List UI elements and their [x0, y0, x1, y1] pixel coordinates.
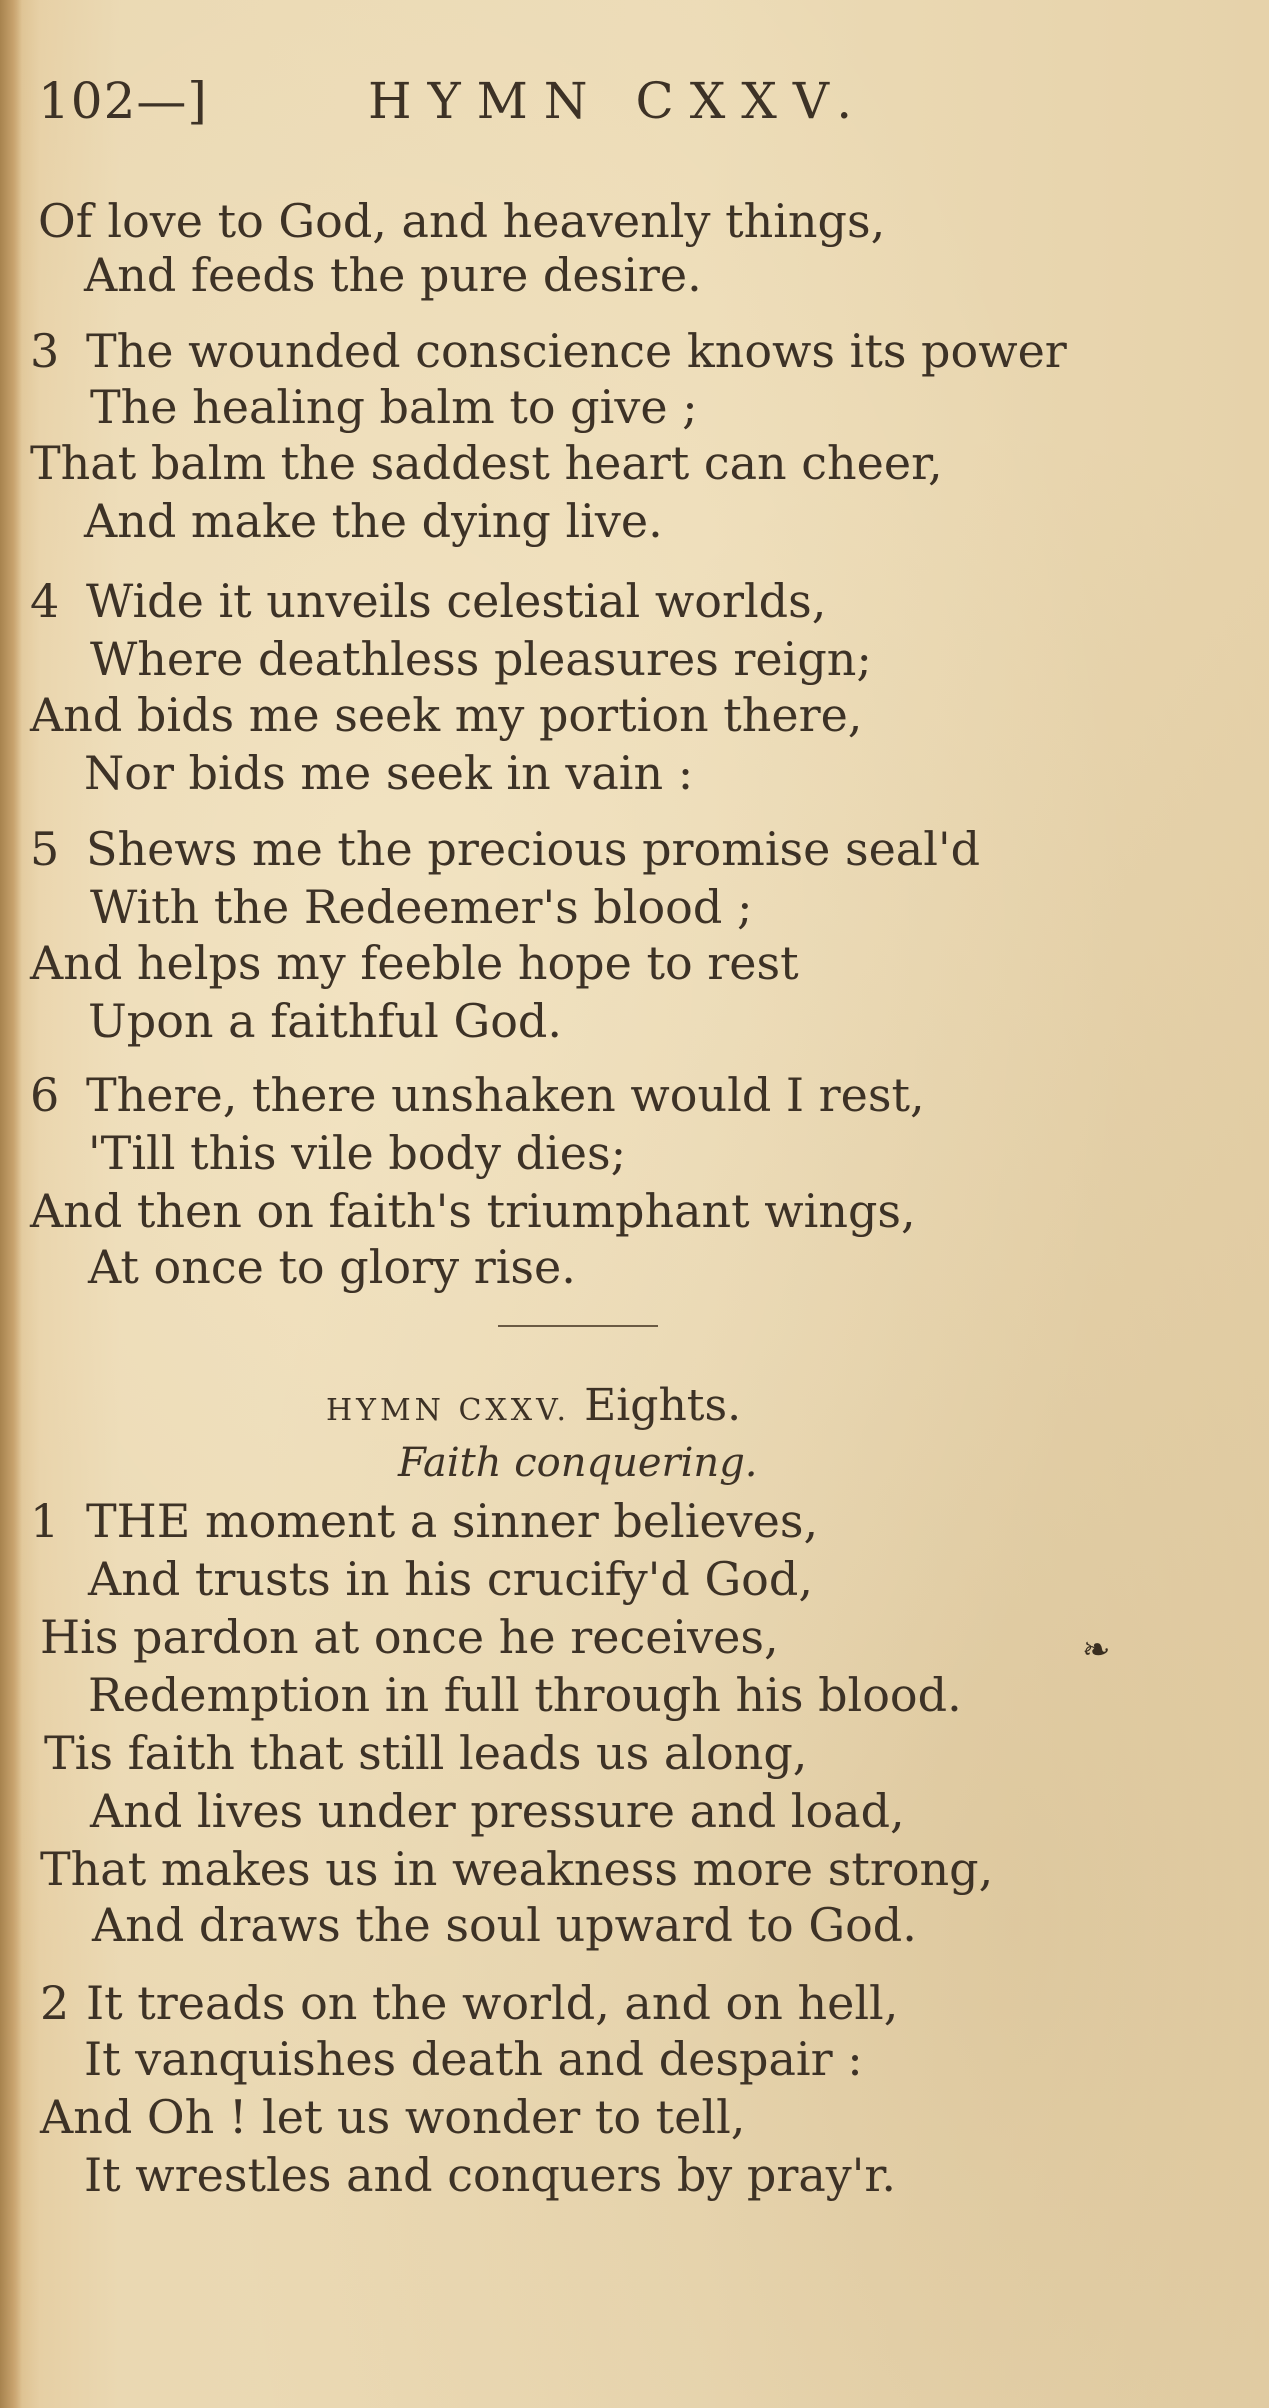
stanza-number: 4 — [30, 574, 60, 628]
verse-line: That balm the saddest heart can cheer, — [30, 436, 943, 490]
page-header — [38, 72, 1209, 142]
verse-line: And lives under pressure and load, — [90, 1784, 905, 1838]
verse-line: Nor bids me seek in vain : — [84, 746, 694, 800]
verse-line: The healing balm to give ; — [90, 380, 698, 434]
verse-line: There, there unshaken would I rest, — [86, 1068, 925, 1122]
ink-mark-icon: ❧ — [1082, 1630, 1111, 1670]
stanza-number: 3 — [30, 324, 60, 378]
running-head: HYMN CXXV. — [368, 72, 869, 130]
verse-line: 'Till this vile body dies; — [88, 1126, 627, 1180]
verse-line: Upon a faithful God. — [88, 994, 562, 1048]
verse-line: The wounded conscience knows its power — [86, 324, 1067, 378]
verse-line: Shews me the precious promise seal'd — [86, 822, 981, 876]
verse-line: At once to glory rise. — [88, 1240, 576, 1294]
verse-line: Where deathless pleasures reign; — [90, 632, 872, 686]
verse-line: And Oh ! let us wonder to tell, — [40, 2090, 746, 2144]
hymn-title-number: HYMN CXXV. — [326, 1393, 571, 1428]
verse-line: And draws the soul upward to God. — [92, 1898, 917, 1952]
verse-line: It wrestles and conquers by pray'r. — [84, 2148, 896, 2202]
verse-line: Wide it unveils celestial worlds, — [86, 574, 827, 628]
verse-line: And trusts in his crucify'd God, — [88, 1552, 813, 1606]
stanza-number: 1 — [30, 1494, 60, 1548]
verse-line: And feeds the pure desire. — [84, 248, 702, 302]
verse-line: It treads on the world, and on hell, — [86, 1976, 899, 2030]
verse-line: And make the dying live. — [84, 494, 663, 548]
stanza-number: 5 — [30, 822, 60, 876]
hymn-subtitle: Faith conquering. — [398, 1440, 758, 1486]
page-number: 102—] — [38, 72, 208, 130]
verse-line: THE moment a sinner believes, — [86, 1494, 819, 1548]
verse-line: And then on faith's triumphant wings, — [30, 1184, 916, 1238]
verse-line: With the Redeemer's blood ; — [90, 880, 753, 934]
verse-line: And bids me seek my portion there, — [30, 688, 863, 742]
stanza-number: 2 — [40, 1976, 70, 2030]
verse-line: It vanquishes death and despair : — [84, 2032, 863, 2086]
verse-line: His pardon at once he receives, — [40, 1610, 779, 1664]
verse-line: And helps my feeble hope to rest — [30, 936, 799, 990]
verse-line: That makes us in weakness more strong, — [40, 1842, 994, 1896]
verse-line: Of love to God, and heavenly things, — [38, 194, 886, 248]
verse-line: Redemption in full through his blood. — [88, 1668, 962, 1722]
hymn-title — [326, 1380, 741, 1431]
page-gutter — [0, 0, 22, 2408]
stanza-number: 6 — [30, 1068, 60, 1122]
verse-line: Tis faith that still leads us along, — [44, 1726, 808, 1780]
hymn-meter: Eights. — [584, 1380, 742, 1431]
section-divider — [498, 1325, 658, 1327]
